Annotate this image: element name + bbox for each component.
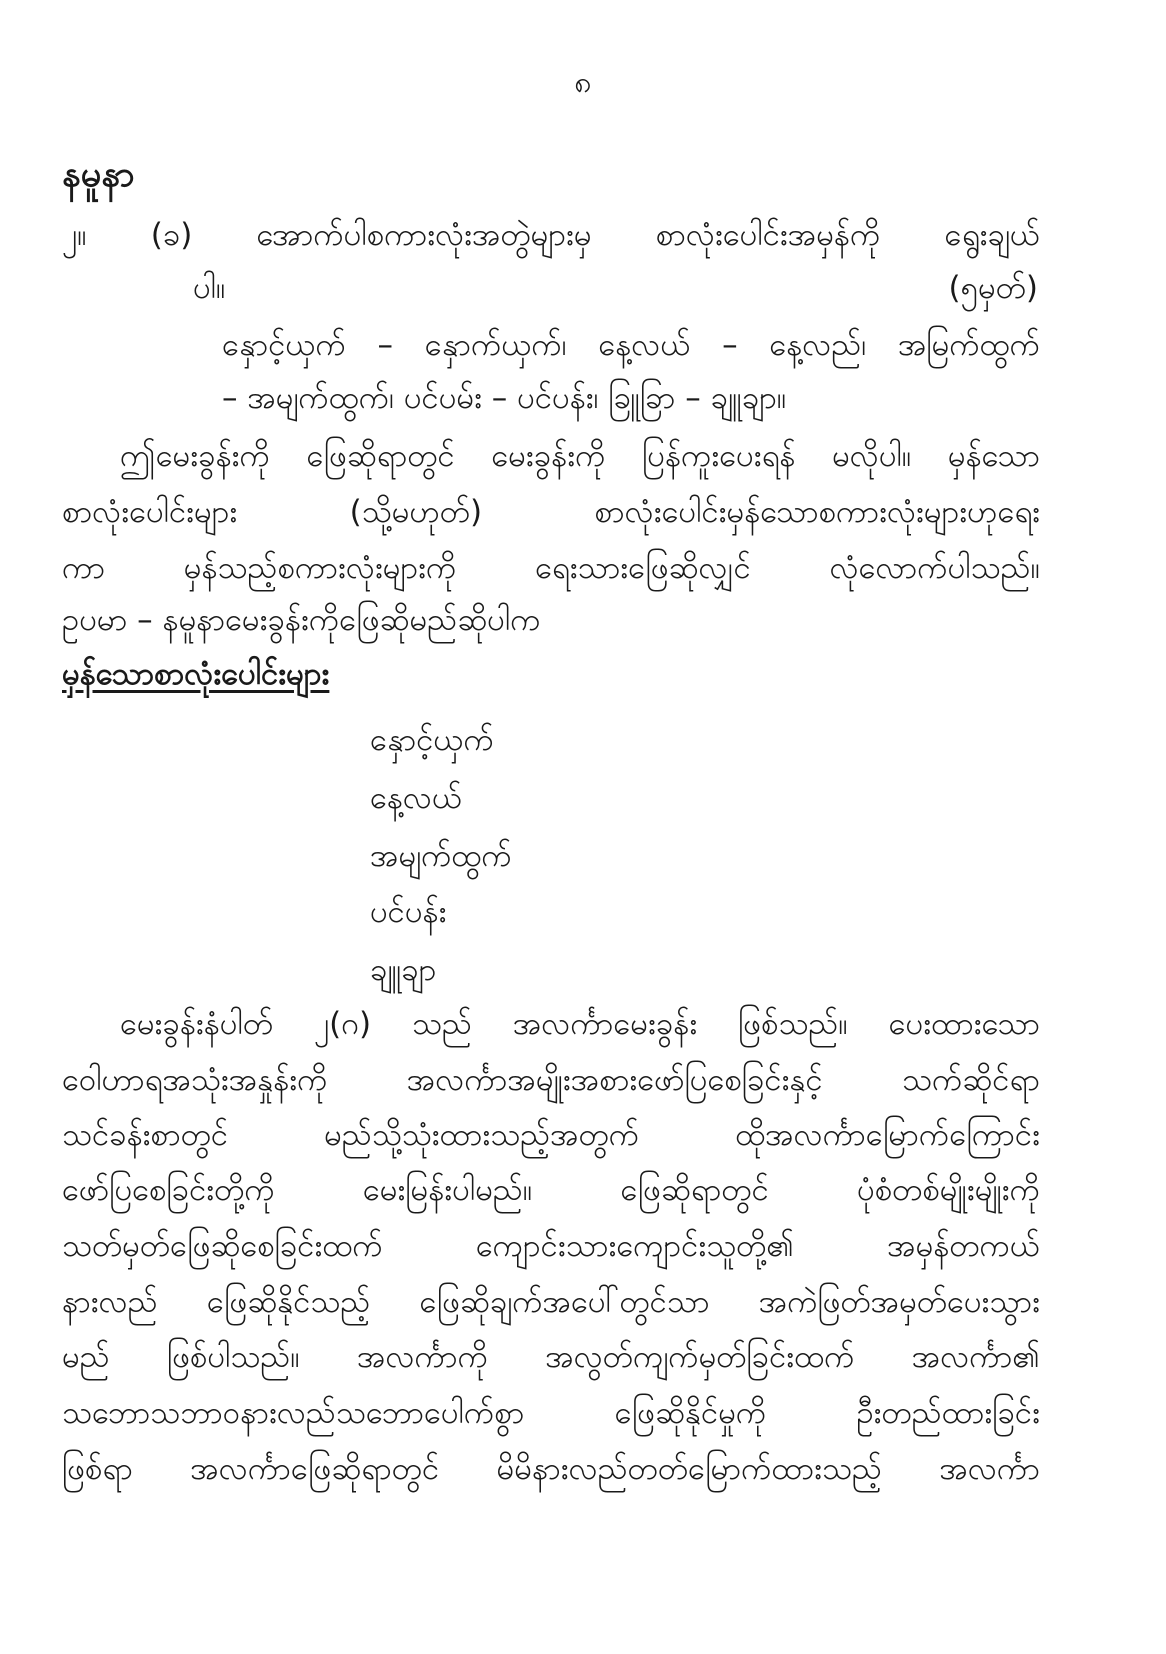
section-heading: နမူနာ (62, 154, 135, 195)
paragraph-line: သတ်မှတ်ဖြေဆိုစေခြင်းထက် ကျောင်းသားကျောင်းသူတို့၏ အမှန်တကယ် (62, 1228, 1040, 1264)
answer-item: နှောင့်ယှက် (370, 722, 494, 758)
instruction-line-1: ဤမေးခွန်းကို ဖြေဆိုရာတွင် မေးခွန်းကို ပြန်ကူးပေးရန် မလိုပါ။ မှန်သော (120, 438, 1040, 474)
paragraph-line: သဘောသဘာဝနားလည်သဘောပေါက်စွာ ဖြေဆိုနိုင်မှုကို ဦးတည်ထားခြင်း (62, 1395, 1040, 1431)
instruction-line-2: စာလုံးပေါင်းများ (သို့မဟုတ်) စာလုံးပေါင်းမှန်သောစကားလုံးများဟုရေး (62, 494, 1040, 530)
paragraph-line: ဖော်ပြစေခြင်းတို့ကို မေးမြန်းပါမည်။ ဖြေဆိုရာတွင် ပုံစံတစ်မျိုးမျိုးကို (62, 1172, 1040, 1208)
paragraph-line: ဝေါဟာရအသုံးအနှုန်းကို အလင်္ကာအမျိုးအစားဖော်ပြစေခြင်းနှင့် သက်ဆိုင်ရာ (62, 1062, 1040, 1098)
word-pairs-line-1: နှောင့်ယှက် – နှောက်ယှက်၊ နေ့လယ် – နေ့လည်၊ အမြက်ထွက် (222, 327, 1040, 363)
answer-heading: မှန်သောစာလုံးပေါင်းများ (62, 656, 330, 692)
question-line-2-left: ပါ။ (193, 270, 226, 306)
paragraph-line: မေးခွန်းနံပါတ် ၂(ဂ) သည် အလင်္ကာမေးခွန်း ဖြစ်သည်။ ပေးထားသော (120, 1006, 1040, 1042)
paragraph-line: မည် ဖြစ်ပါသည်။ အလင်္ကာကို အလွတ်ကျက်မှတ်ခြင်းထက် အလင်္ကာ၏ (62, 1339, 1040, 1375)
paragraph-line: ဖြစ်ရာ အလင်္ကာဖြေဆိုရာတွင် မိမိနားလည်တတ်မြောက်ထားသည့် အလင်္ကာ (62, 1451, 1040, 1487)
instruction-line-3: ကာ မှန်သည့်စကားလုံးများကို ရေးသားဖြေဆိုလျှင် လုံလောက်ပါသည်။ (62, 550, 1040, 586)
question-marks: (၅မှတ်) (948, 270, 1038, 306)
page-number: ၈ (574, 65, 592, 100)
instruction-line-4: ဥပမာ – နမူနာမေးခွန်းကိုဖြေဆိုမည်ဆိုပါက (62, 602, 541, 638)
paragraph-line: နားလည် ဖြေဆိုနိုင်သည့် ဖြေဆိုချက်အပေါ်တွင်သာ အကဲဖြတ်အမှတ်ပေးသွား (62, 1284, 1040, 1320)
answer-item: ပင်ပန်း (370, 894, 447, 930)
answer-item: ချူချာ (370, 952, 437, 988)
answer-item: အမျက်ထွက် (370, 838, 512, 874)
paragraph-line: သင်ခန်းစာတွင် မည်သို့သုံးထားသည့်အတွက် ထိုအလင်္ကာမြောက်ကြောင်း (62, 1117, 1040, 1153)
answer-item: နေ့လယ် (370, 780, 463, 816)
word-pairs-line-2: – အမျက်ထွက်၊ ပင်ပမ်း – ပင်ပန်း၊ ခြူခြာ – ချူချာ။ (222, 380, 787, 416)
question-line-1: ၂။ (ခ) အောက်ပါစကားလုံးအတွဲများမှ စာလုံးပေါင်းအမှန်ကို ရွေးချယ် (62, 217, 1040, 253)
